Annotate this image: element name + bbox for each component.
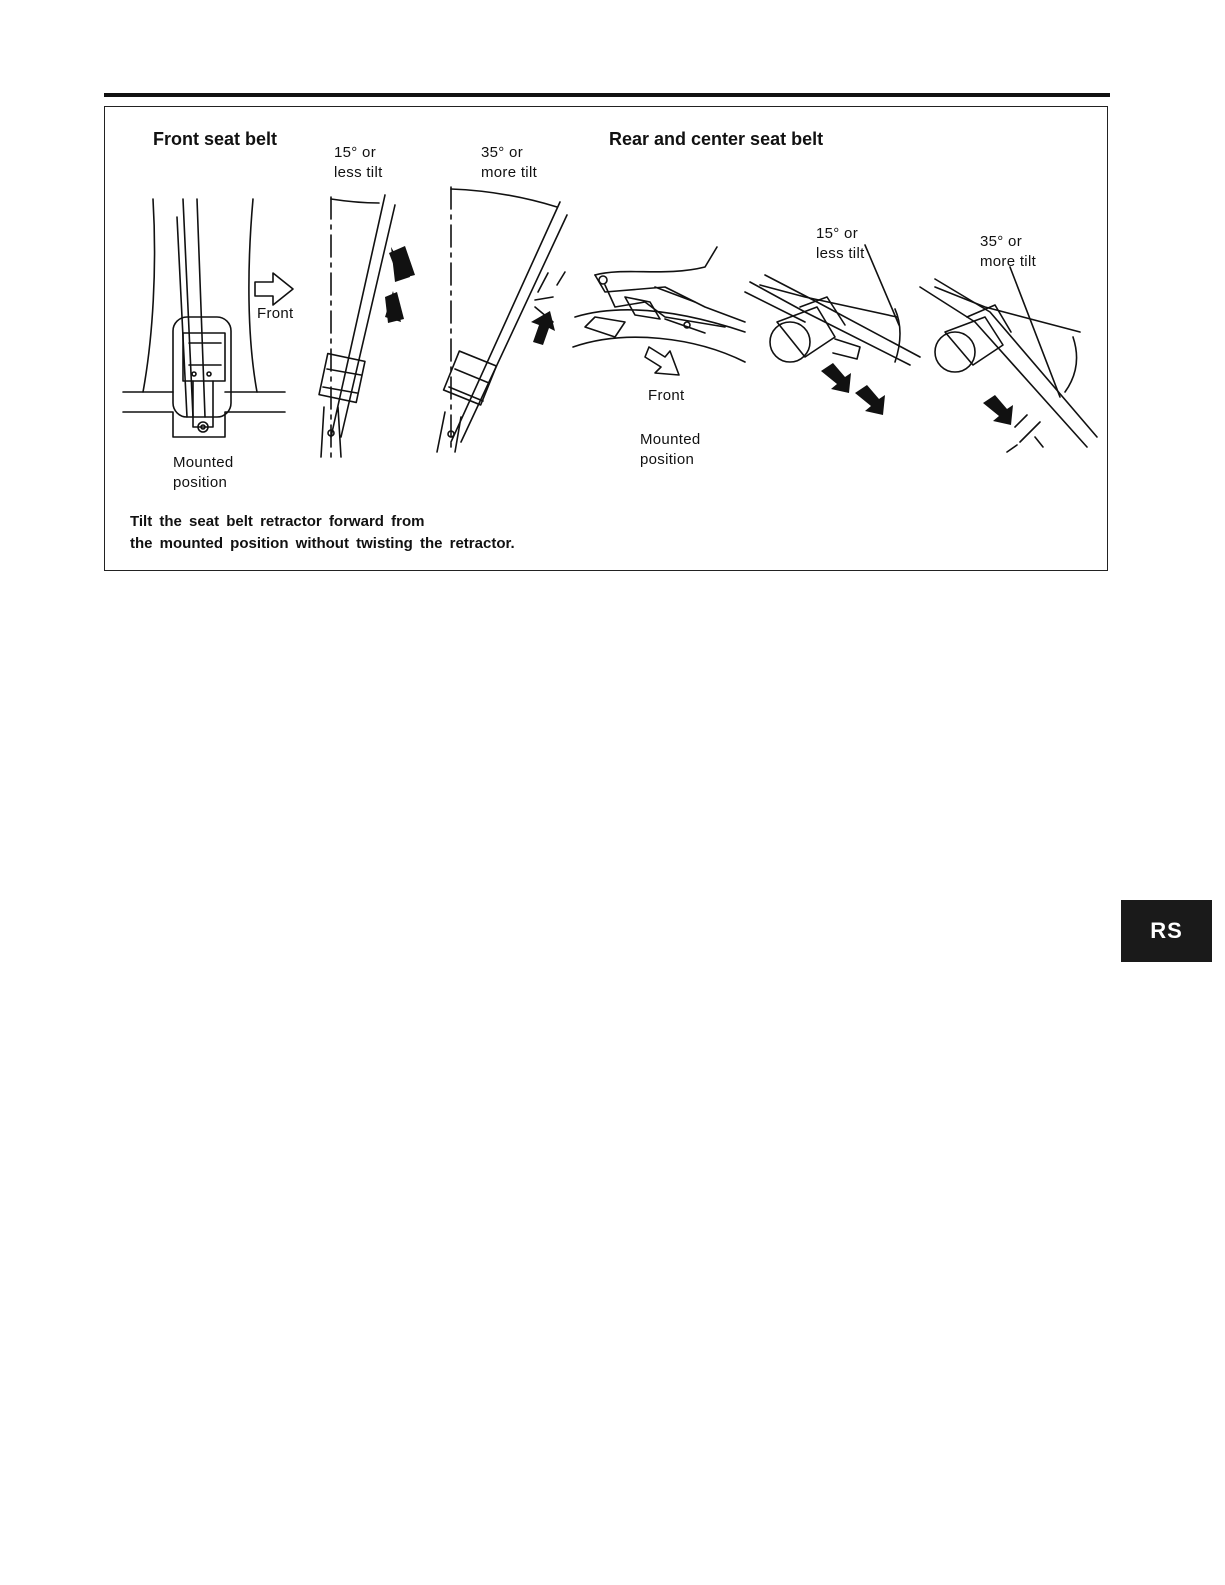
- label-line: more tilt: [980, 253, 1037, 270]
- caption-line: the mounted position without twisting the retractor.: [130, 535, 515, 552]
- rear-35-tilt-label: [980, 232, 1036, 272]
- down-right-arrow-icon: [983, 395, 1013, 425]
- label-line: 15° or: [816, 225, 858, 242]
- label-line: more tilt: [481, 164, 538, 181]
- section-tab-rs: RS: [1121, 900, 1212, 962]
- front-35-tilt-label: [481, 143, 537, 183]
- label-line: 35° or: [481, 144, 523, 161]
- label-line: 15° or: [334, 144, 376, 161]
- top-rule: [104, 93, 1110, 97]
- label-line: position: [640, 451, 695, 468]
- rear-mounted-drawing: [573, 247, 745, 362]
- label-line: 35° or: [980, 233, 1022, 250]
- front-mounted-position-label: [173, 453, 233, 493]
- label-line: Mounted: [640, 431, 701, 448]
- figure-caption: [130, 511, 515, 555]
- label-line: position: [173, 474, 228, 491]
- caption-line: Tilt the seat belt retractor forward from: [130, 513, 425, 530]
- front-seat-belt-heading: Front seat belt: [153, 129, 278, 149]
- front-15-drawing: [319, 195, 395, 457]
- front-15-tilt-label: [334, 143, 383, 183]
- front-arrow-icon: [255, 273, 293, 305]
- label-line: less tilt: [816, 245, 865, 262]
- down-right-arrow-icon: [855, 385, 885, 415]
- up-arrow-icon: [531, 311, 555, 345]
- rear-center-seat-belt-heading: Rear and center seat belt: [609, 129, 824, 149]
- front-direction-label: Front: [257, 305, 294, 322]
- rear-front-direction-label: Front: [648, 387, 685, 404]
- seat-belt-illustration: [105, 107, 1109, 572]
- label-line: less tilt: [334, 164, 383, 181]
- rear-15-tilt-label: [816, 224, 865, 264]
- down-right-arrow-icon: [821, 363, 851, 393]
- rear-mounted-position-label: [640, 430, 700, 470]
- label-line: Mounted: [173, 454, 234, 471]
- seat-belt-figure: [104, 106, 1108, 571]
- front-arrow-icon: [645, 347, 679, 375]
